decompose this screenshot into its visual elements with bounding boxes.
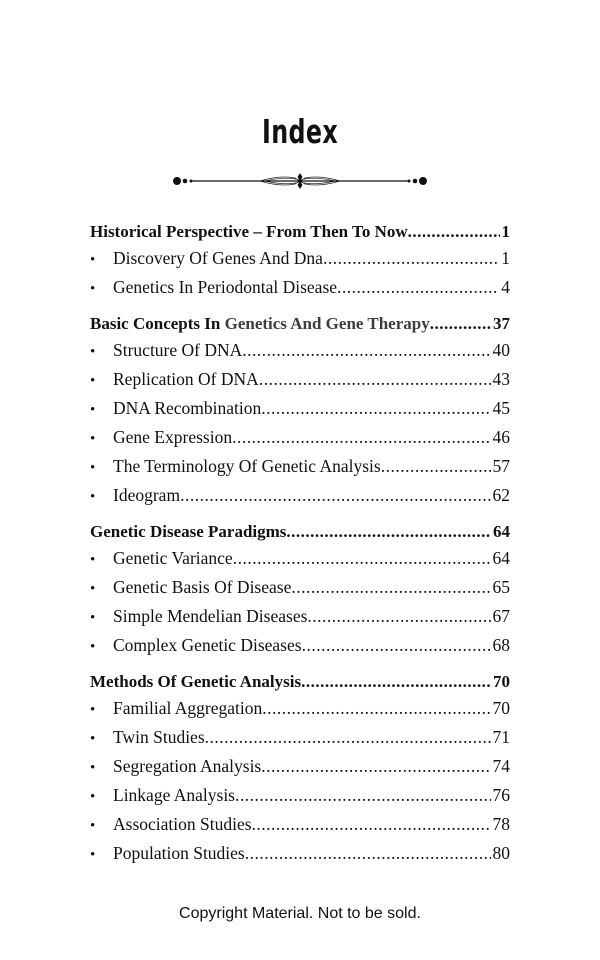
bullet-icon: • <box>90 847 96 863</box>
page-number: 62 <box>492 485 510 505</box>
dot-leader <box>205 727 491 748</box>
page-title: Index <box>261 112 339 151</box>
bullet-icon: • <box>90 581 96 597</box>
page-number: 74 <box>492 756 510 776</box>
dot-leader <box>259 369 491 390</box>
bullet-icon: • <box>90 731 96 747</box>
toc-item[interactable] <box>90 369 510 398</box>
item-label: Population Studies <box>113 843 245 863</box>
dot-leader <box>301 672 491 692</box>
bullet-icon: • <box>90 789 96 805</box>
heading-text: Historical Perspective – From Then To Now <box>90 222 408 241</box>
page-number: 65 <box>492 577 510 597</box>
bullet-icon: • <box>90 639 96 655</box>
page-number: 70 <box>492 698 510 718</box>
toc-item[interactable] <box>90 577 510 606</box>
page-number: 1 <box>501 248 510 268</box>
bullet-icon: • <box>90 344 96 360</box>
page-number: 71 <box>492 727 510 747</box>
page-number: 76 <box>492 785 510 805</box>
item-label: Ideogram <box>113 485 181 505</box>
item-label: Replication Of DNA <box>113 369 259 389</box>
copyright-footer: Copyright Material. Not to be sold. <box>179 905 421 922</box>
bullet-icon: • <box>90 489 96 505</box>
toc-item[interactable] <box>90 785 510 814</box>
bullet-icon: • <box>90 610 96 626</box>
page-number: 40 <box>492 340 510 360</box>
page-number: 64 <box>492 548 510 568</box>
dot-leader <box>262 698 490 719</box>
toc-item[interactable] <box>90 427 510 456</box>
bullet-icon: • <box>90 281 96 297</box>
item-label: The Terminology Of Genetic Analysis <box>113 456 381 476</box>
toc-item[interactable] <box>90 814 510 843</box>
toc-item[interactable] <box>90 756 510 785</box>
heading-text: Basic Concepts In <box>90 314 225 333</box>
toc-section <box>90 222 510 306</box>
item-label: Gene Expression <box>113 427 233 447</box>
item-label: Complex Genetic Diseases <box>113 635 302 655</box>
page-number: 37 <box>493 314 510 333</box>
toc-item[interactable] <box>90 606 510 635</box>
item-label: Familial Aggregation <box>113 698 263 718</box>
dot-leader <box>252 814 491 835</box>
dot-leader <box>235 785 491 806</box>
toc-section <box>90 314 510 514</box>
page-number: 68 <box>492 635 510 655</box>
heading-text: Genetic Disease Paradigms <box>90 522 287 541</box>
dot-leader <box>233 548 491 569</box>
heading-text: Methods Of Genetic Analysis <box>90 672 302 691</box>
item-label: DNA Recombination <box>113 398 262 418</box>
ornament-divider-icon <box>170 172 430 190</box>
dot-leader <box>337 277 499 298</box>
toc-item[interactable] <box>90 248 510 277</box>
dot-leader <box>232 427 490 448</box>
dot-leader <box>261 398 490 419</box>
dot-leader <box>323 248 499 269</box>
toc-item[interactable] <box>90 843 510 872</box>
dot-leader <box>291 577 490 598</box>
dot-leader <box>408 222 500 242</box>
item-label: Association Studies <box>113 814 252 834</box>
page-number: 57 <box>492 456 510 476</box>
page-number: 45 <box>492 398 510 418</box>
toc-item[interactable] <box>90 635 510 664</box>
bullet-icon: • <box>90 402 96 418</box>
page-number: 46 <box>492 427 510 447</box>
heading-accent-text: Genetics And Gene Therapy <box>224 314 430 333</box>
page-number: 4 <box>501 277 510 297</box>
dot-leader <box>261 756 490 777</box>
item-label: Genetic Basis Of Disease <box>113 577 292 597</box>
item-label: Genetics In Periodontal Disease <box>113 277 338 297</box>
toc-section <box>90 522 510 664</box>
page-number: 64 <box>493 522 510 541</box>
dot-leader <box>180 485 490 506</box>
toc-item[interactable] <box>90 548 510 577</box>
dot-leader <box>242 340 490 361</box>
item-label: Segregation Analysis <box>113 756 262 776</box>
section-heading[interactable] <box>90 314 510 340</box>
page-number: 70 <box>493 672 510 691</box>
item-label: Genetic Variance <box>113 548 233 568</box>
section-heading[interactable] <box>90 672 510 698</box>
toc-item[interactable] <box>90 485 510 514</box>
bullet-icon: • <box>90 760 96 776</box>
page-number: 80 <box>492 843 510 863</box>
toc-item[interactable] <box>90 727 510 756</box>
bullet-icon: • <box>90 252 96 268</box>
toc-item[interactable] <box>90 277 510 306</box>
bullet-icon: • <box>90 818 96 834</box>
bullet-icon: • <box>90 702 96 718</box>
dot-leader <box>245 843 491 864</box>
item-label: Simple Mendelian Diseases <box>113 606 308 626</box>
bullet-icon: • <box>90 373 96 389</box>
toc-item[interactable] <box>90 398 510 427</box>
page-number: 1 <box>501 222 510 241</box>
table-of-contents <box>90 222 510 880</box>
dot-leader <box>302 635 491 656</box>
toc-item[interactable] <box>90 340 510 369</box>
dot-leader <box>381 456 491 477</box>
page-number: 43 <box>492 369 510 389</box>
dot-leader <box>307 606 490 627</box>
section-heading[interactable] <box>90 222 510 248</box>
toc-item[interactable] <box>90 456 510 485</box>
dot-leader <box>286 522 491 542</box>
section-heading[interactable] <box>90 522 510 548</box>
item-label: Twin Studies <box>113 727 205 747</box>
item-label: Discovery Of Genes And Dna <box>113 248 323 268</box>
page-number: 67 <box>492 606 510 626</box>
dot-leader <box>430 314 491 334</box>
bullet-icon: • <box>90 552 96 568</box>
bullet-icon: • <box>90 460 96 476</box>
item-label: Linkage Analysis <box>113 785 235 805</box>
toc-section <box>90 672 510 872</box>
item-label: Structure Of DNA <box>113 340 243 360</box>
toc-item[interactable] <box>90 698 510 727</box>
bullet-icon: • <box>90 431 96 447</box>
page-number: 78 <box>492 814 510 834</box>
